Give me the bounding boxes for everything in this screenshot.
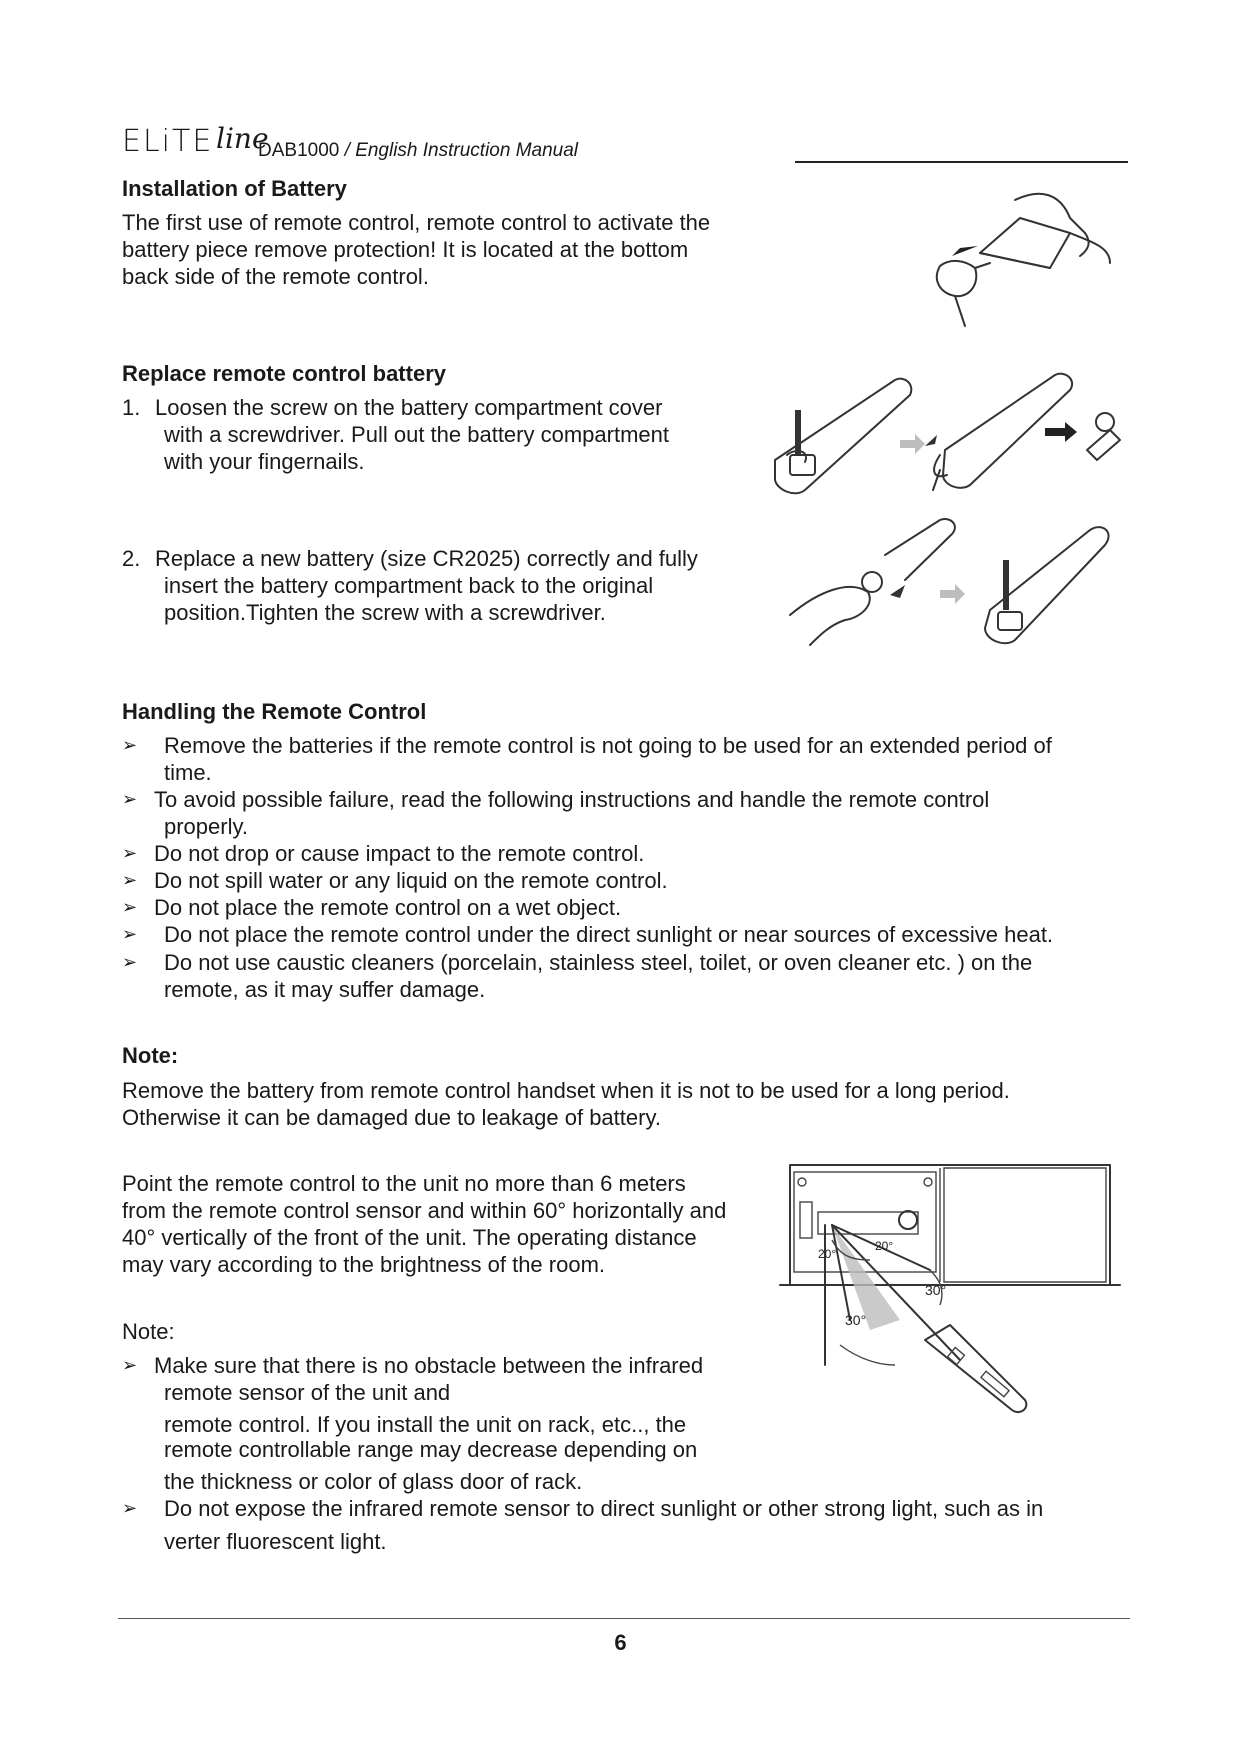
bullet-arrow-icon: ➢: [122, 1355, 138, 1375]
bullet-arrow-icon: ➢: [122, 735, 138, 755]
brand-logo: [122, 124, 213, 159]
battery-install-line: battery piece remove protection! It is located at the bottom: [122, 237, 689, 262]
replace-battery-heading: Replace remote control battery: [122, 361, 446, 386]
battery-install-heading: Installation of Battery: [122, 176, 347, 201]
note2-heading: Note:: [122, 1319, 175, 1344]
range-line: from the remote control sensor and within 60° horizontally and: [122, 1198, 727, 1223]
arrow-right-icon: [900, 434, 925, 454]
handling-item: remote, as it may suffer damage.: [164, 977, 486, 1002]
step2-line: insert the battery compartment back to the original: [164, 573, 654, 598]
remote-hand-illustration: [937, 194, 1110, 326]
remote-closed: [985, 527, 1109, 643]
remove-compartment-illustration: [765, 370, 1125, 500]
remote-unscrewed: [775, 379, 911, 494]
bullet-arrow-icon: ➢: [122, 924, 138, 944]
bullet-arrow-icon: ➢: [122, 870, 138, 890]
handling-item: Do not drop or cause impact to the remote control.: [154, 841, 645, 866]
step-number: 1.: [122, 395, 141, 420]
note-line: Otherwise it can be damaged due to leakage of battery.: [122, 1105, 661, 1130]
step-number: 2.: [122, 546, 141, 571]
handling-item: time.: [164, 760, 212, 785]
arrow-right-icon: [1045, 422, 1077, 442]
logo-script: line: [216, 122, 269, 155]
handling-item: Remove the batteries if the remote control is not going to be used for an extended period of: [164, 733, 1052, 758]
step2-line: position.Tighten the screw with a screwdriver.: [164, 600, 606, 625]
footer-rule: [118, 1618, 1130, 1619]
angle-label: 20°: [818, 1247, 837, 1261]
note2-item: Do not expose the infrared remote sensor to direct sunlight or other strong light, such as in: [164, 1496, 1044, 1521]
handling-item: Do not use caustic cleaners (porcelain, stainless steel, toilet, or oven cleaner etc. ) on the: [164, 950, 1033, 975]
angle-label: 30°: [845, 1312, 867, 1328]
header-model: [258, 140, 578, 162]
model-name: DAB1000: [258, 140, 340, 161]
pull-tab-illustration: [920, 188, 1120, 338]
note2-item: remote control. If you install the unit on rack, etc.., the: [164, 1412, 687, 1437]
bullet-arrow-icon: ➢: [122, 1498, 138, 1518]
range-line: may vary according to the brightness of the room.: [122, 1252, 606, 1277]
note2-item: verter fluorescent light.: [164, 1529, 387, 1554]
bullet-arrow-icon: ➢: [122, 789, 138, 809]
bullet-arrow-icon: ➢: [122, 897, 138, 917]
handling-item: Do not place the remote control under the direct sunlight or near sources of excessive heat.: [164, 922, 1054, 947]
handling-heading: Handling the Remote Control: [122, 699, 427, 724]
handling-item: properly.: [164, 814, 248, 839]
page-header: [122, 124, 622, 164]
note2-item: the thickness or color of glass door of rack.: [164, 1469, 583, 1494]
note2-item: Make sure that there is no obstacle between the infrared: [154, 1353, 704, 1378]
step1-line: with your fingernails.: [164, 449, 365, 474]
note2-item: remote controllable range may decrease depending on: [164, 1437, 698, 1462]
step1-line: Loosen the screw on the battery compartment cover: [155, 395, 663, 420]
header-rule: [795, 161, 1128, 163]
range-line: 40° vertically of the front of the unit. The operating distance: [122, 1225, 697, 1250]
range-line: Point the remote control to the unit no more than 6 meters: [122, 1171, 686, 1196]
angle-label: 30°: [925, 1282, 947, 1298]
remote-open: [790, 519, 955, 645]
manual-title: English Instruction Manual: [355, 140, 579, 161]
bullet-arrow-icon: ➢: [122, 843, 138, 863]
angle-label: 20°: [875, 1239, 894, 1253]
note-heading: Note:: [122, 1043, 179, 1068]
battery-install-line: back side of the remote control.: [122, 264, 429, 289]
step1-line: with a screwdriver. Pull out the battery compartment: [164, 422, 669, 447]
battery-tray: [1087, 413, 1120, 460]
arrow-right-icon: [940, 584, 965, 604]
bullet-arrow-icon: ➢: [122, 952, 138, 972]
page-number: 6: [614, 1630, 627, 1655]
handling-item: To avoid possible failure, read the following instructions and handle the remote control: [154, 787, 990, 812]
handling-item: Do not spill water or any liquid on the remote control.: [154, 868, 668, 893]
battery-install-line: The first use of remote control, remote control to activate the: [122, 210, 711, 235]
operating-range-diagram: [780, 1160, 1120, 1430]
handling-item: Do not place the remote control on a wet object.: [154, 895, 622, 920]
header-separator: /: [344, 140, 350, 161]
logo-text: ELiTE: [122, 124, 214, 159]
step2-line: Replace a new battery (size CR2025) correctly and fully: [155, 546, 698, 571]
note-line: Remove the battery from remote control handset when it is not to be used for a long period.: [122, 1078, 1010, 1103]
insert-battery-illustration: [790, 520, 1120, 650]
note2-item: remote sensor of the unit and: [164, 1380, 451, 1405]
